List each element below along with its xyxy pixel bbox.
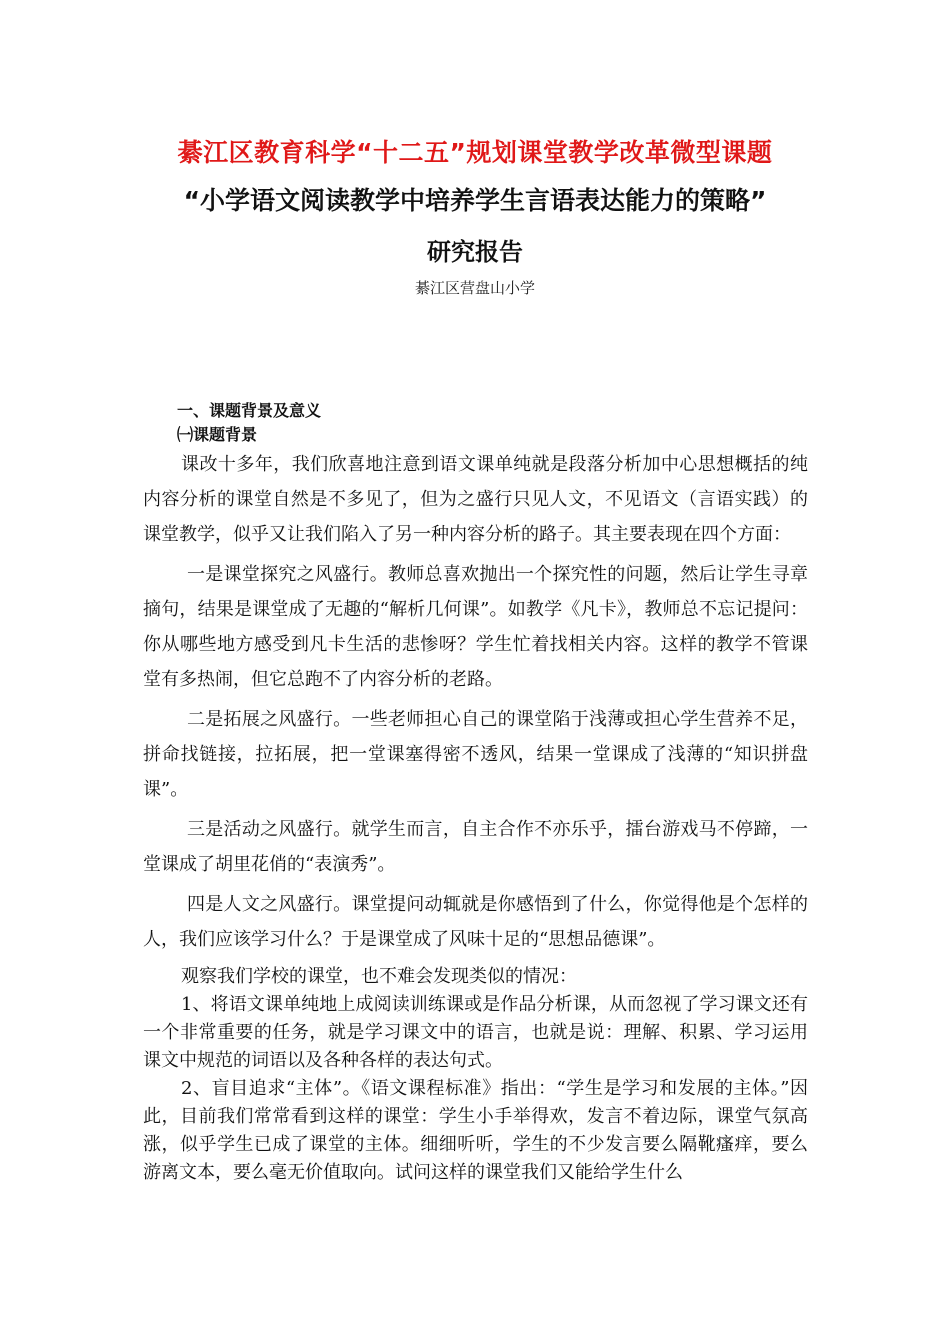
school-name: 綦江区营盘山小学	[414, 279, 535, 297]
document-body	[143, 399, 808, 1187]
paragraph: 1、将语文课单纯地上成阅读训练课或是作品分析课，从而忽视了学习课文还有一个非常重要的任务，就是学习课文中的语言，也就是说：理解、积累、学习运用课文中规范的词语以及各种各样的表达句式。	[143, 994, 808, 1071]
paragraph: 四是人文之风盛行。课堂提问动辄就是你感悟到了什么，你觉得他是个怎样的人，我们应该学习什么？于是课堂成了风味十足的“思想品德课”。	[143, 894, 808, 950]
document-title-line3: 研究报告	[427, 238, 523, 266]
paragraph: 二是拓展之风盛行。一些老师担心自己的课堂陷于浅薄或担心学生营养不足，拼命找链接，拉拓展，把一堂课塞得密不透风，结果一堂课成了浅薄的“知识拼盘课”。	[143, 709, 808, 800]
paragraph: 一是课堂探究之风盛行。教师总喜欢抛出一个探究性的问题，然后让学生寻章摘句，结果是课堂成了无趣的“解析几何课”。如教学《凡卡》，教师总不忘记提问：你从哪些地方感受到凡卡生活的悲惨呀？学生忙着找相关内容。这样的教学不管课堂有多热闹，但它总跑不了内容分析的老路。	[143, 564, 808, 690]
paragraph: 观察我们学校的课堂，也不难会发现类似的情况：	[181, 966, 577, 987]
document-title-line1: 綦江区教育科学“十二五”规划课堂教学改革微型课题	[177, 138, 773, 167]
document-title-line2: “小学语文阅读教学中培养学生言语表达能力的策略”	[183, 186, 767, 215]
paragraph: 2、盲目追求“主体”。《语文课程标准》指出：“学生是学习和发展的主体。”因此，目前我们常常看到这样的课堂：学生小手举得欢，发言不着边际，课堂气氛高涨，似乎学生已成了课堂的主体。细细听听，学生的不少发言要么隔靴瘙痒，要么游离文本，要么毫无价值取向。试问这样的课堂我们又能给学生什么	[143, 1078, 808, 1183]
paragraph: 课改十多年，我们欣喜地注意到语文课单纯就是段落分析加中心思想概括的纯内容分析的课堂自然是不多见了，但为之盛行只见人文，不见语文（言语实践）的课堂教学，似乎又让我们陷入了另一种内容分析的路子。其主要表现在四个方面：	[143, 454, 808, 545]
subsection-heading: ㈠课题背景	[177, 425, 258, 444]
section-heading: 一、课题背景及意义	[177, 401, 322, 420]
paragraph: 三是活动之风盛行。就学生而言，自主合作不亦乐乎，擂台游戏马不停蹄，一堂课成了胡里花俏的“表演秀”。	[143, 819, 808, 875]
